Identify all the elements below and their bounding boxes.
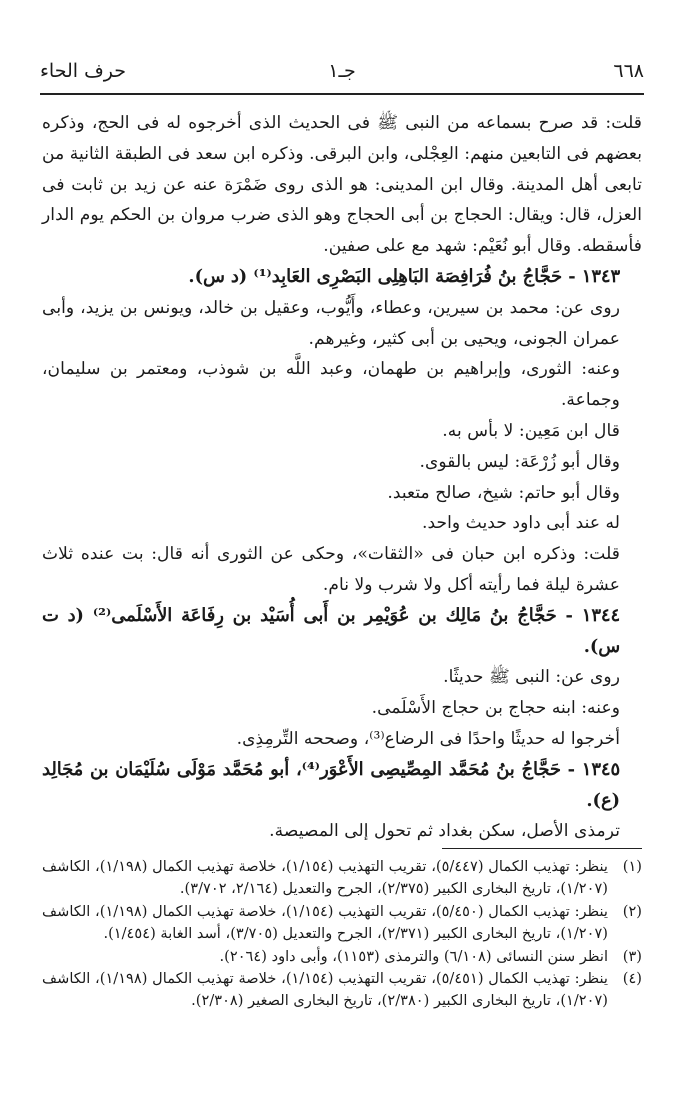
footnote <box>42 901 642 946</box>
paragraph: وعنه: الثورى، وإبراهيم بن طهمان، وعبد اللَّه بن شوذب، ومعتمر بن سليمان، وجماعة. <box>42 359 620 411</box>
entry-heading: ١٣٤٥ - حَجَّاجُ بنُ مُحَمَّد المِصِّيصِى الأَعْوَر⁽⁴⁾، أبو مُحَمَّد مَوْلَى سُلَيْمَان بن مُجَالِد (ع). <box>42 758 620 811</box>
running-header <box>40 58 644 92</box>
paragraph: أخرجوا له حديثًا واحدًا فى الرضاع⁽³⁾، وصححه التِّرمِذِى. <box>236 728 620 749</box>
entry-heading: ١٣٤٣ - حَجَّاجُ بنُ فُرَافِصَة البَاهِلِى البَصْرِى العَابِد⁽¹⁾ (د س). <box>188 265 620 287</box>
paragraph: ترمذى الأصل، سكن بغداد ثم تحول إلى المصيصة. <box>269 821 620 842</box>
footnote-number: (٢) <box>622 902 642 920</box>
paragraph: وعنه: ابنه حجاج بن حجاج الأَسْلَمى. <box>371 698 620 719</box>
paragraph: قلت: وذكره ابن حبان فى «الثقات»، وحكى عن الثورى أنه قال: بت عنده ثلاث عشرة ليلة فما رأيته أكل ولا شرب ولا نام. <box>42 544 620 595</box>
footnote-number: (٤) <box>622 970 642 988</box>
footnote-text: انظر سنن النسائى (٦/١٠٨) والترمذى (١١٥٣)، وأبى داود (٢٠٦٤). <box>219 947 608 965</box>
footnote <box>42 856 642 901</box>
paragraph: له عند أبى داود حديث واحد. <box>422 513 620 534</box>
paragraph: قلت: قد صرح بسماعه من النبى ﷺ فى الحديث الذى أخرجوه له فى الحج، وذكره بعضهم فى التابعين منهم: العِجْلى، وابن البرقى. وذكره ابن سعد فى الطبقة الثانية من تابعى أهل المدينة. وقال ابن المدينى: هو الذى روى ضَمْرَة عنه عن زيد بن ثابت فى العزل، قال: ويقال: الحجاج بن أبى الحجاج وهو الذى ضرب مروان بن الحكم يوم الدار فأسقطه. وقال أبو نُعَيْم: شهد مع على صفين. <box>42 113 642 257</box>
footnote-text: ينظر: تهذيب الكمال (٥/٤٥١)، تقريب التهذيب (١/١٥٤)، خلاصة تهذيب الكمال (١/١٩٨)، الكاشف (١/٢٠٧)، تاريخ البخارى الكبير (٢/٣٨٠)، تاريخ البخارى الصغير (٢/٣٠٨). <box>42 970 608 1010</box>
section-title: حرف الحاء <box>40 60 127 82</box>
paragraph: قال ابن مَعِين: لا بأس به. <box>442 420 620 441</box>
page-number: ٦٦٨ <box>613 60 644 82</box>
paragraph: روى عن: محمد بن سيرين، وعطاء، وأَيُّوب، وعقيل بن خالد، ويونس بن يزيد، وأبى عمران الجونى، ويحيى بن أبى كثير، وغيرهم. <box>42 297 620 349</box>
paragraph: روى عن: النبى ﷺ حديثًا. <box>443 667 620 688</box>
volume-label: جـ١ <box>328 60 356 82</box>
main-text <box>42 108 642 847</box>
footnote-text: ينظر: تهذيب الكمال (٥/٤٤٧)، تقريب التهذيب (١/١٥٤)، خلاصة تهذيب الكمال (١/١٩٨)، الكاشف (١/٢٠٧)، تاريخ البخارى الكبير (٢/٣٧٥)، الجرح والتعديل (٢/١٦٤، ٣/٧٠٢). <box>42 858 608 898</box>
header-rule <box>40 93 644 95</box>
footnotes <box>42 856 642 1013</box>
footnote-number: (١) <box>622 858 642 875</box>
footnote <box>42 968 642 1013</box>
footnote <box>42 946 642 968</box>
paragraph: وقال أبو حاتم: شيخ، صالح متعبد. <box>387 482 620 503</box>
footnote-rule <box>442 848 642 849</box>
entry-heading: ١٣٤٤ - حَجَّاجُ بنُ مَالِك بن عُوَيْمِر بن أَبى أُسَيْد بن رِفَاعَة الأَسْلَمى⁽²⁾ (د ت س). <box>42 604 620 657</box>
footnote-text: ينظر: تهذيب الكمال (٥/٤٥٠)، تقريب التهذيب (١/١٥٤)، خلاصة تهذيب الكمال (١/١٩٨)، الكاشف (١/٢٠٧)، تاريخ البخارى الكبير (٢/٣٧١)، الجرح والتعديل (٣/٧٠٥)، أسد الغابة (١/٤٥٤). <box>42 902 608 943</box>
paragraph: وقال أبو زُرْعَة: ليس بالقوى. <box>419 451 620 472</box>
footnote-number: (٣) <box>622 947 642 965</box>
